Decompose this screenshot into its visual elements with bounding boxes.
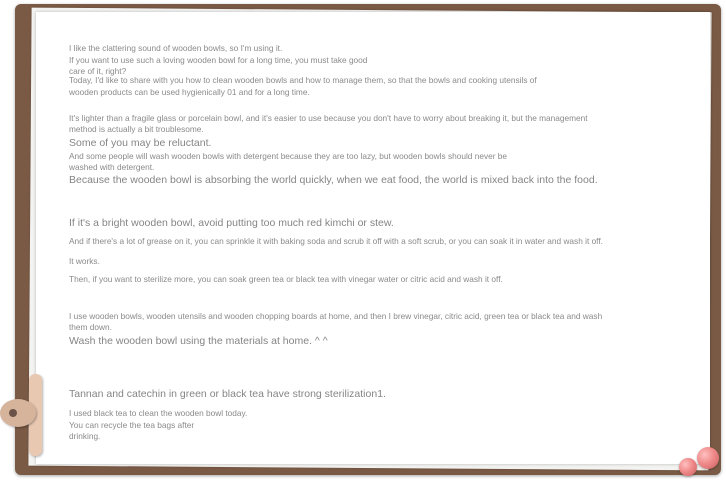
decorative-bead [679,458,697,476]
text-line: drinking. [69,431,101,441]
text-line: And if there's a lot of grease on it, you can sprinkle it with baking soda and scrub it off with a soft scrub, or you can soak it in water and wash it off. [69,236,603,246]
text-line: Then, if you want to sterilize more, you can soak green tea or black tea with vinegar water or citric acid and wash it off. [69,274,503,284]
text-line: Some of you may be reluctant. [69,137,212,149]
text-line: You can recycle the tea bags after [69,420,195,430]
text-line: care of it, right? [69,66,127,76]
text-line: I use wooden bowls, wooden utensils and wooden chopping boards at home, and then I brew vinegar, citric acid, green tea or black tea and wash [69,311,603,321]
text-line: If you want to use such a loving wooden bowl for a long time, you must take good [69,55,368,65]
text-line: Wash the wooden bowl using the materials at home. ^ ^ [69,335,328,347]
text-line: them down. [69,322,112,332]
decorative-bead [697,447,719,469]
text-line: washed with detergent. [69,162,155,172]
text-line: wooden products can be used hygienically 01 and for a long time. [69,87,310,97]
text-line: I like the clattering sound of wooden bowls, so I'm using it. [69,43,283,53]
clip-ring [0,399,36,427]
text-line: I used black tea to clean the wooden bowl today. [69,408,248,418]
text-line: method is actually a bit troublesome. [69,124,204,134]
text-line: If it's a bright wooden bowl, avoid putting too much red kimchi or stew. [69,217,394,229]
text-line: And some people will wash wooden bowls with detergent because they are too lazy, but wooden bowls should never be [69,151,508,161]
clip-hole [9,409,17,417]
text-line: It's lighter than a fragile glass or porcelain bowl, and it's easier to use because you don't have to worry about breaking it, but the management [69,113,588,123]
text-line: It works. [69,256,100,266]
text-line: Today, I'd like to share with you how to clean wooden bowls and how to manage them, so that the bowls and cooking utensils of [69,75,537,85]
note-paper [36,12,710,464]
text-line: Because the wooden bowl is absorbing the world quickly, when we eat food, the world is mixed back into the food. [69,174,598,186]
text-line: Tannan and catechin in green or black tea have strong sterilization1. [69,388,386,400]
paper-clip [0,374,46,458]
